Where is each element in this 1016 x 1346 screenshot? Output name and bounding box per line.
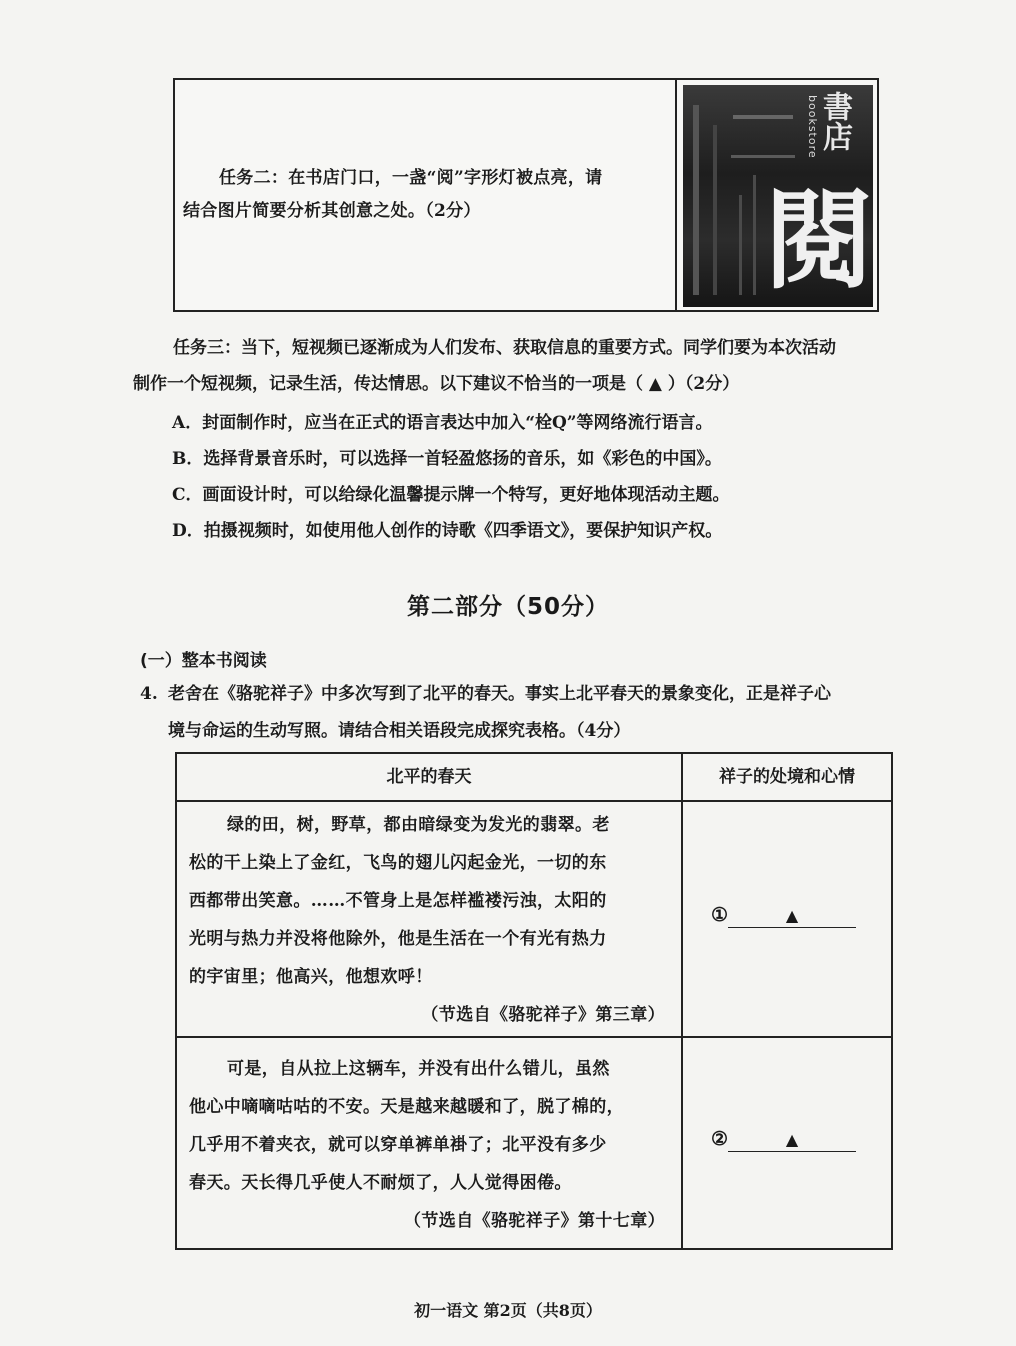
passage-1-line: 松的干上染上了金红，飞鸟的翅儿闪起金光，一切的东: [189, 853, 607, 873]
blank-2-mark: ▲: [728, 1129, 856, 1152]
question-4-line-2: 境与命运的生动写照。请结合相关语段完成探究表格。（4分）: [168, 721, 631, 741]
passage-2-source: （节选自《骆驼祥子》第十七章）: [404, 1211, 665, 1231]
passage-2-line: 几乎用不着夹衣，就可以穿单裤单褂了；北平没有多少: [189, 1135, 607, 1155]
task2-box: [173, 78, 879, 312]
passage-1-source: （节选自《骆驼祥子》第三章）: [421, 1005, 665, 1025]
exploration-table: [175, 752, 893, 1250]
task2-line-2: 结合图片简要分析其创意之处。（2分）: [183, 201, 481, 221]
table-passage-2: [189, 1050, 669, 1240]
option-c: C．画面设计时，可以给绿化温馨提示牌一个特写，更好地体现活动主题。: [172, 485, 730, 505]
task3-options: [172, 405, 932, 549]
table-passage-1: [189, 806, 669, 1034]
blank-1-mark: ▲: [728, 905, 856, 928]
page-footer: 初一语文 第2页（共8页）: [414, 1301, 602, 1320]
passage-2-line: 春天。天长得几乎使人不耐烦了，人人觉得困倦。: [189, 1173, 572, 1193]
task2-line-1: 任务二：在书店门口，一盏“阅”字形灯被点亮，请: [219, 168, 603, 188]
table-header-right: 祥子的处境和心情: [719, 767, 855, 787]
passage-2-line: 可是，自从拉上这辆车，并没有出什么错儿，虽然: [227, 1059, 610, 1079]
option-a: A．封面制作时，应当在正式的语言表达中加入“栓Q”等网络流行语言。: [172, 413, 713, 433]
part-two-title: 第二部分（50分）: [406, 594, 609, 620]
question-4-number: 4.: [140, 684, 158, 704]
task3-line-2: 制作一个短视频，记录生活，传达情思。以下建议不恰当的一项是（ ▲ ）（2分）: [133, 374, 740, 394]
passage-1-line: 光明与热力并没将他除外，他是生活在一个有光有热力: [189, 929, 607, 949]
passage-2-line: 他心中嘀嘀咕咕的不安。天是越来越暖和了，脱了棉的，: [189, 1097, 624, 1117]
question-4-line-1: 老舍在《骆驼祥子》中多次写到了北平的春天。事实上北平春天的景象变化，正是祥子心: [168, 684, 831, 704]
table-column-divider: [681, 754, 683, 1248]
passage-1-line: 绿的田，树，野草，都由暗绿变为发光的翡翠。老: [227, 815, 610, 835]
table-header-left: 北平的春天: [386, 767, 472, 787]
table-row-divider: [177, 1036, 891, 1038]
photo-sign-big: 閱: [765, 178, 873, 304]
question-4: [140, 676, 950, 750]
option-b: B．选择背景音乐时，可以选择一首轻盈悠扬的音乐，如《彩色的中国》。: [172, 449, 722, 469]
photo-sign-small: 書店: [817, 91, 852, 151]
answer-blank-2[interactable]: [711, 1128, 856, 1152]
task2-divider: [675, 80, 677, 310]
bookstore-lamp-photo: [683, 85, 873, 307]
blank-1-label: ①: [711, 904, 729, 926]
task3-question: [133, 330, 933, 402]
photo-sign-latin: bookstore: [806, 95, 819, 159]
answer-blank-1[interactable]: [711, 904, 856, 928]
option-d: D．拍摄视频时，如使用他人创作的诗歌《四季语文》，要保护知识产权。: [172, 521, 723, 541]
task3-line-1: 任务三：当下，短视频已逐渐成为人们发布、获取信息的重要方式。同学们要为本次活动: [173, 338, 836, 358]
passage-1-line: 的宇宙里；他高兴，他想欢呼！: [189, 967, 433, 987]
passage-1-line: 西都带出笑意。……不管身上是怎样褴褛污浊，太阳的: [189, 891, 607, 911]
section-heading: (一）整本书阅读: [140, 651, 267, 671]
task2-text: [183, 162, 663, 228]
blank-2-label: ②: [711, 1128, 729, 1150]
